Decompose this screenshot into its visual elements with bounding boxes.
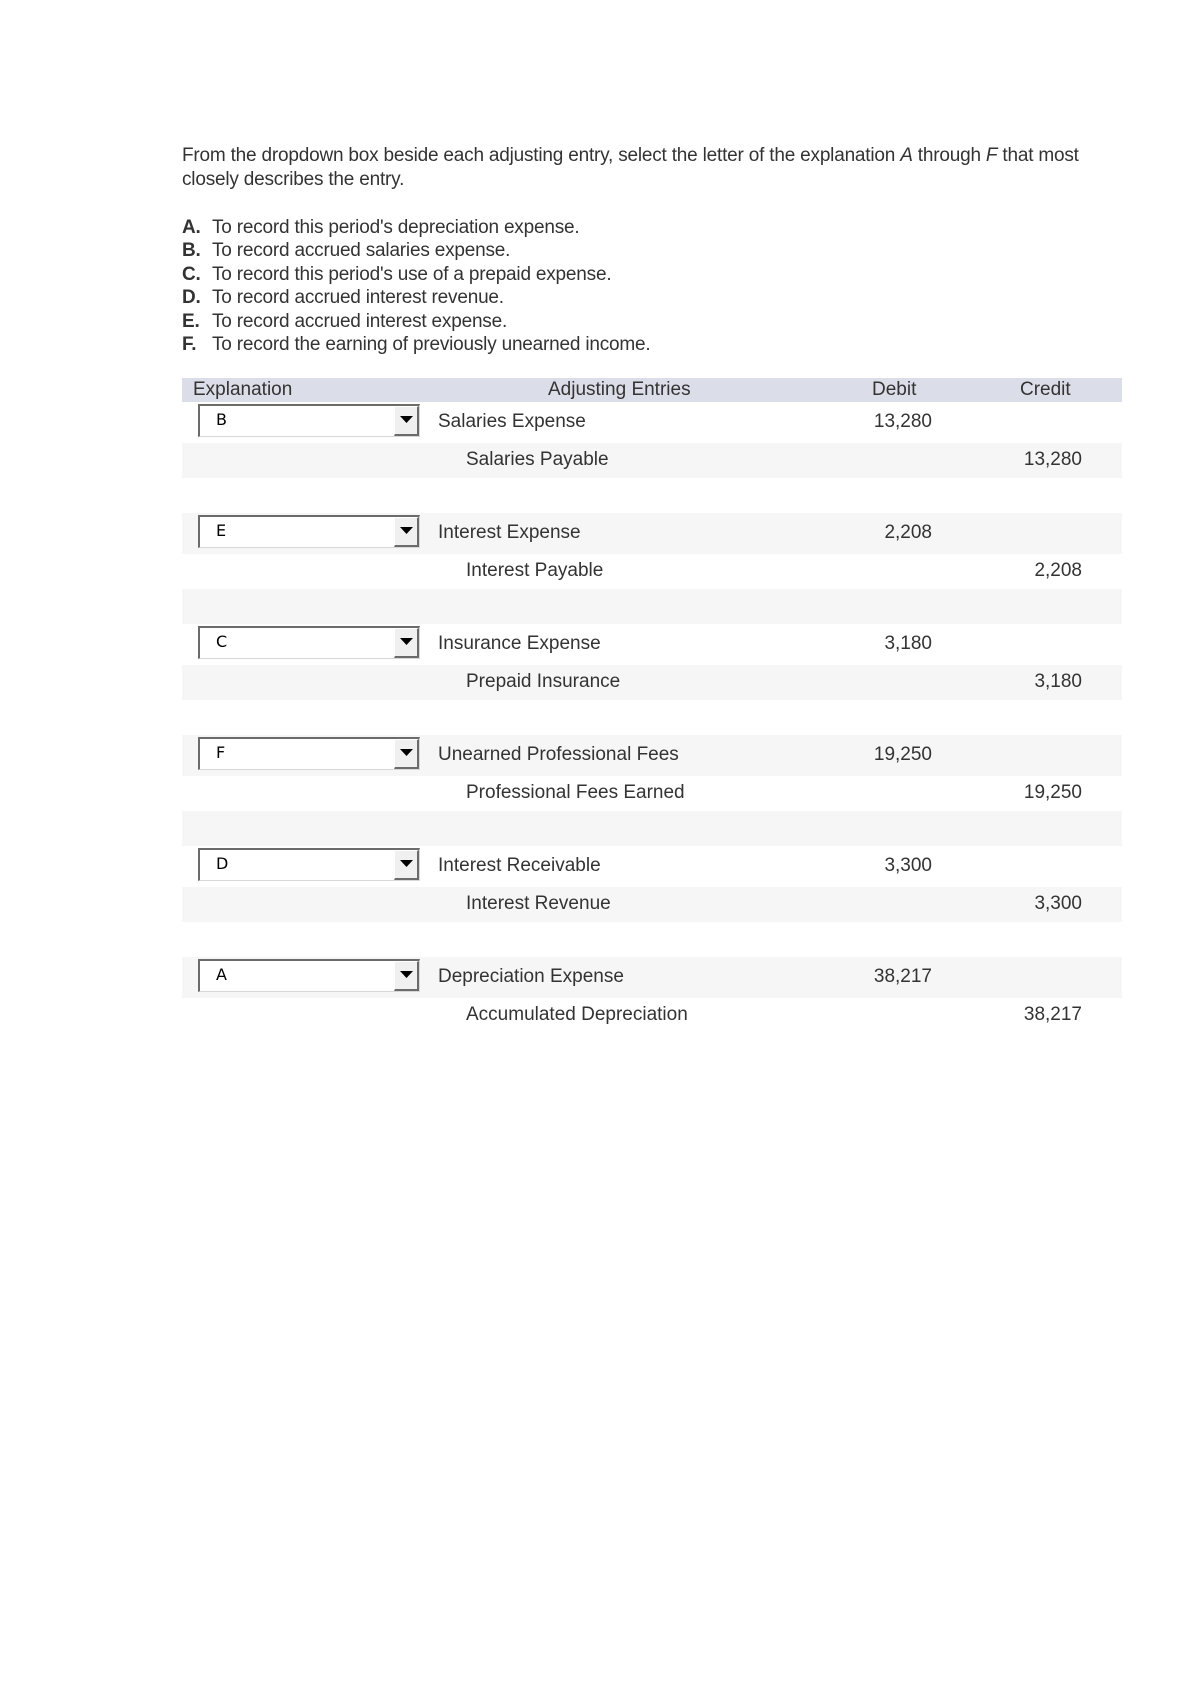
explanation-dropdown-1[interactable]: [198, 404, 420, 437]
debit-amount: 3,300: [884, 855, 932, 876]
explanation-letter: A.: [182, 217, 201, 238]
instructions: [182, 144, 1122, 192]
debit-account: Unearned Professional Fees: [438, 744, 679, 765]
dropdown-button[interactable]: [394, 628, 419, 658]
explanation-dropdown-5[interactable]: [198, 848, 420, 881]
explanation-dropdown-6[interactable]: [198, 959, 420, 992]
chevron-down-icon: [400, 416, 413, 424]
spacer-row: [182, 589, 1122, 624]
explanation-list: [182, 216, 1122, 356]
debit-account: Depreciation Expense: [438, 966, 624, 987]
explanation-letter: C.: [182, 263, 201, 285]
chevron-down-icon: [400, 860, 413, 868]
question-page: [182, 144, 1122, 1025]
header-adjusting-entries: Adjusting Entries: [548, 379, 691, 400]
dropdown-button[interactable]: [394, 739, 419, 769]
spacer-row: [182, 811, 1122, 846]
debit-amount: 13,280: [873, 411, 932, 432]
credit-amount: 2,208: [1034, 560, 1082, 581]
table-row-debit: [182, 846, 1122, 887]
header-debit: Debit: [872, 379, 917, 400]
explanation-text: To record accrued interest revenue.: [212, 287, 504, 309]
spacer-row: [182, 478, 1122, 513]
credit-amount: 13,280: [1023, 449, 1082, 470]
explanation-letter: E.: [182, 310, 200, 332]
debit-account: Salaries Expense: [438, 411, 586, 432]
header-credit: Credit: [1020, 379, 1071, 400]
table-row-debit: [182, 513, 1122, 554]
header-explanation: Explanation: [193, 379, 293, 400]
explanation-text: To record the earning of previously unearned income.: [212, 334, 651, 356]
table-row-debit: [182, 957, 1122, 998]
credit-amount: 3,180: [1034, 671, 1082, 692]
debit-amount: 19,250: [873, 744, 932, 765]
explanation-item: [182, 263, 1122, 286]
explanation-item: [182, 310, 1122, 333]
credit-account: Interest Payable: [466, 560, 604, 581]
explanation-text: To record this period's depreciation expense.: [212, 217, 580, 238]
explanation-text: To record this period's use of a prepaid expense.: [212, 263, 612, 285]
adjusting-entries-table: [182, 378, 1122, 1033]
instructions-text-2: through: [912, 145, 986, 166]
explanation-item: [182, 216, 1122, 239]
credit-account: Accumulated Depreciation: [466, 1004, 688, 1025]
explanation-text: To record accrued interest expense.: [212, 310, 508, 332]
dropdown-button[interactable]: [394, 850, 419, 880]
table-row-credit: [182, 554, 1122, 589]
dropdown-value: B: [216, 410, 227, 429]
chevron-down-icon: [400, 638, 413, 646]
table-row-debit: [182, 402, 1122, 443]
table-row-credit: [182, 776, 1122, 811]
table-row-debit: [182, 624, 1122, 665]
spacer-row: [182, 700, 1122, 735]
debit-amount: 2,208: [884, 522, 932, 543]
instructions-letter-f: F: [985, 145, 998, 166]
instructions-text-3: that most closely describes the entry.: [182, 145, 1079, 190]
dropdown-button[interactable]: [394, 517, 419, 547]
explanation-text: To record accrued salaries expense.: [212, 240, 511, 262]
chevron-down-icon: [400, 527, 413, 535]
table-row-credit: [182, 887, 1122, 922]
chevron-down-icon: [400, 971, 413, 979]
credit-amount: 3,300: [1034, 893, 1082, 914]
table-row-credit: [182, 443, 1122, 478]
credit-amount: 19,250: [1023, 782, 1082, 803]
explanation-dropdown-2[interactable]: [198, 515, 420, 548]
explanation-item: [182, 239, 1122, 262]
dropdown-button[interactable]: [394, 961, 419, 991]
chevron-down-icon: [400, 749, 413, 757]
debit-account: Interest Receivable: [438, 855, 601, 876]
debit-amount: 3,180: [884, 633, 932, 654]
table-row-debit: [182, 735, 1122, 776]
credit-amount: 38,217: [1023, 1004, 1082, 1025]
explanation-dropdown-4[interactable]: [198, 737, 420, 770]
explanation-letter: F.: [182, 334, 197, 356]
dropdown-value: A: [216, 965, 227, 984]
explanation-letter: D.: [182, 287, 201, 309]
explanation-item: [182, 286, 1122, 309]
explanation-dropdown-3[interactable]: [198, 626, 420, 659]
dropdown-button[interactable]: [394, 406, 419, 436]
dropdown-value: F: [216, 743, 226, 762]
debit-amount: 38,217: [873, 966, 932, 987]
table-header: [182, 378, 1122, 402]
instructions-letter-a: A: [900, 145, 913, 166]
dropdown-value: C: [216, 632, 228, 651]
credit-account: Salaries Payable: [466, 449, 609, 470]
instructions-text: From the dropdown box beside each adjusting entry, select the letter of the explanation: [182, 145, 901, 166]
spacer-row: [182, 922, 1122, 957]
dropdown-value: E: [216, 521, 227, 540]
credit-account: Prepaid Insurance: [466, 671, 621, 692]
table-row-credit: [182, 665, 1122, 700]
credit-account: Interest Revenue: [466, 893, 611, 914]
explanation-item: [182, 333, 1122, 356]
debit-account: Insurance Expense: [438, 633, 601, 654]
explanation-letter: B.: [182, 240, 201, 262]
credit-account: Professional Fees Earned: [466, 782, 685, 803]
dropdown-value: D: [216, 854, 229, 873]
debit-account: Interest Expense: [438, 522, 581, 543]
table-row-credit: [182, 998, 1122, 1033]
